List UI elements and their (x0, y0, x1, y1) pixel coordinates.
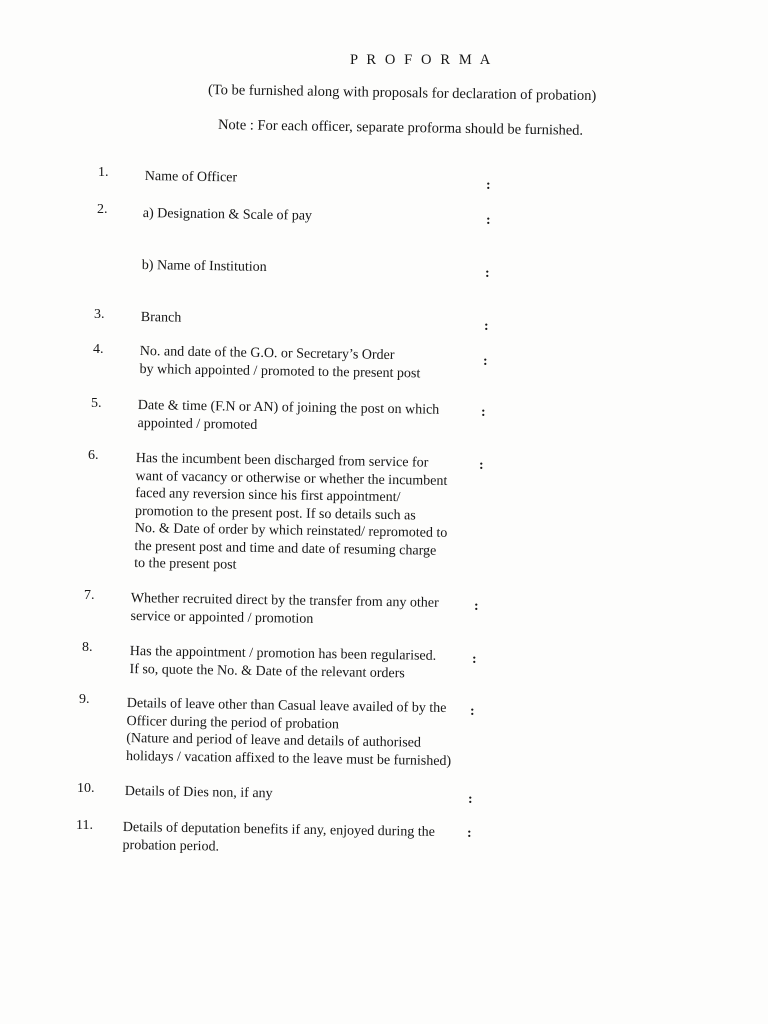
item-label (126, 695, 452, 770)
item-line: Details of deputation benefits if any, enjoyed during the (122, 819, 436, 840)
separator-colon: : (485, 266, 490, 281)
item-number: 7. (84, 588, 95, 603)
item-label (125, 783, 273, 803)
separator-colon: : (474, 599, 479, 614)
item-line: Name of Officer (144, 168, 238, 186)
item-label (137, 397, 439, 437)
item-line: Details of leave other than Casual leave availed of by the (126, 695, 447, 717)
item-line: b) Name of Institution (141, 257, 267, 275)
document-subtitle: (To be furnished along with proposals for declaration of probation) (207, 82, 597, 105)
item-line: Branch (140, 309, 182, 326)
item-number: 5. (91, 396, 102, 411)
item-line: Whether recruited direct by the transfer from any other (130, 590, 439, 611)
item-number: 6. (88, 448, 99, 463)
item-label (130, 590, 438, 630)
item-label (122, 819, 435, 859)
item-number: 8. (82, 640, 93, 655)
item-line: If so, quote the No. & Date of the relevant orders (129, 661, 405, 681)
separator-colon: : (484, 319, 489, 334)
separator-colon: : (481, 405, 486, 420)
item-label (141, 309, 182, 327)
item-label (134, 450, 448, 577)
item-line: No. & Date of order by which reinstated/ repromoted to (134, 520, 448, 541)
item-label (139, 343, 420, 382)
item-label (145, 168, 238, 187)
item-number: 11. (76, 818, 93, 833)
separator-colon: : (470, 704, 475, 719)
item-line: the present post and time and date of resuming charge (134, 538, 437, 559)
item-line: Details of Dies non, if any (124, 783, 273, 802)
item-line: to the present post (134, 555, 237, 573)
separator-colon: : (479, 458, 484, 473)
item-line: Date & time (F.N or AN) of joining the post on which (137, 397, 440, 418)
item-line: a) Designation & Scale of pay (142, 205, 313, 224)
item-number: 1. (98, 165, 109, 180)
item-line: No. and date of the G.O. or Secretary’s Order (139, 343, 395, 363)
separator-colon: : (486, 178, 491, 193)
item-line: holidays / vacation affixed to the leave must be furnished) (125, 748, 452, 769)
item-line: by which appointed / promoted to the present post (139, 361, 421, 381)
document-title: P R O F O R M A (350, 52, 493, 68)
item-line: (Nature and period of leave and details of authorised (126, 730, 422, 751)
item-number: 3. (94, 307, 105, 322)
item-line: faced any reversion since his first appointment/ (135, 485, 401, 506)
item-line: Has the incumbent been discharged from service for (135, 450, 429, 471)
item-label (129, 643, 436, 683)
item-line: appointed / promoted (137, 415, 258, 433)
item-number: 9. (79, 692, 90, 707)
item-line: service or appointed / promotion (130, 608, 314, 627)
separator-colon: : (468, 792, 473, 807)
separator-colon: : (483, 354, 488, 369)
item-number: 10. (77, 781, 95, 796)
item-line: promotion to the present post. If so details such as (134, 503, 416, 523)
item-line: Has the appointment / promotion has been regularised. (129, 643, 437, 664)
separator-colon: : (467, 826, 472, 841)
item-label (143, 205, 312, 225)
item-number: 4. (93, 342, 104, 357)
document-note: Note : For each officer, separate proforma should be furnished. (217, 117, 584, 139)
item-line: Officer during the period of probation (126, 713, 340, 732)
item-line: probation period. (122, 837, 220, 855)
separator-colon: : (486, 213, 491, 228)
item-number: 2. (97, 202, 108, 217)
separator-colon: : (472, 652, 477, 667)
item-line: want of vacancy or otherwise or whether the incumbent (135, 468, 448, 489)
item-label (142, 257, 267, 276)
